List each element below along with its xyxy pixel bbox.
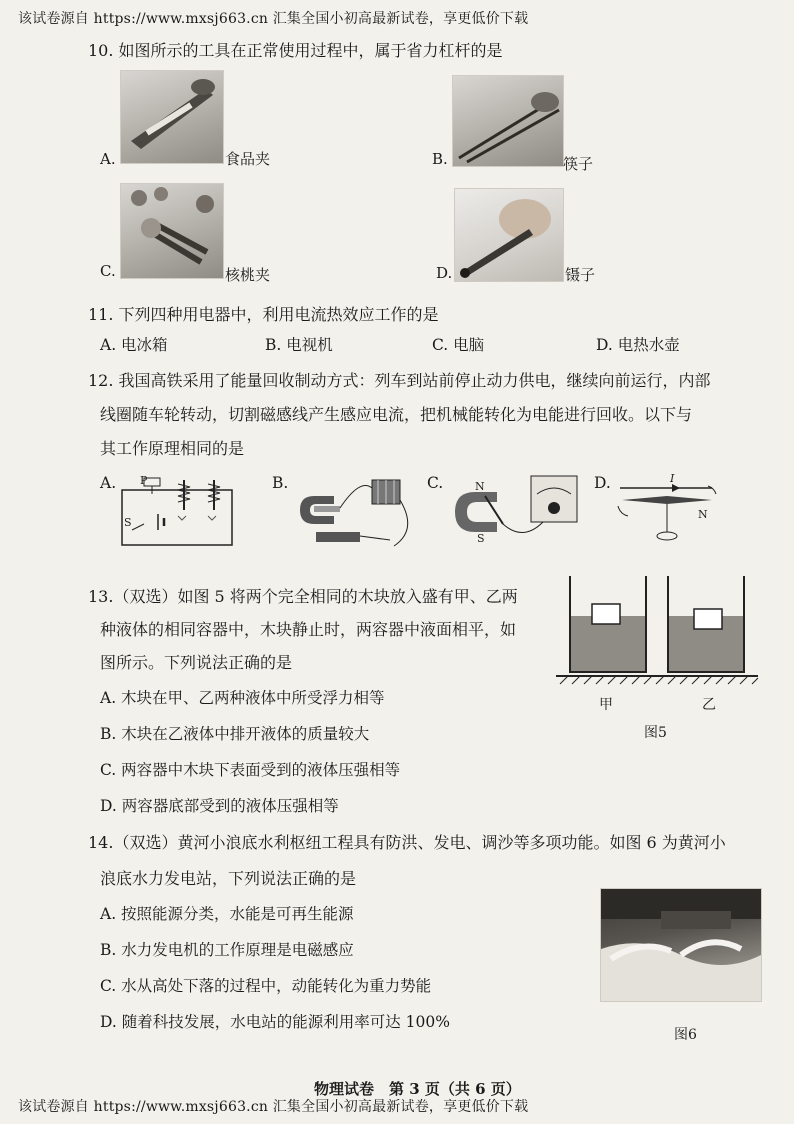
diagram-label-s: S: [124, 516, 132, 529]
question-13-line-3: 图所示。下列说法正确的是: [100, 653, 293, 672]
figure-6-caption: 图6: [674, 1027, 697, 1043]
q10-option-c-label: 核桃夹: [225, 266, 271, 284]
q13-option-c: C. 两容器中木块下表面受到的液体压强相等: [100, 761, 401, 779]
q12-option-a-letter: A.: [100, 474, 117, 492]
chopsticks-photo: [452, 75, 564, 167]
q12-option-d-letter: D.: [594, 474, 611, 492]
question-11-stem: 11. 下列四种用电器中，利用电流热效应工作的是: [88, 305, 439, 324]
diagram-label-p: P: [140, 474, 148, 487]
question-12-line-3: 其工作原理相同的是: [100, 439, 245, 458]
q14-option-c: C. 水从高处下落的过程中，动能转化为重力势能: [100, 977, 432, 995]
q10-option-d-letter: D.: [436, 264, 453, 282]
source-banner-top: 该试卷源自 https://www.mxsj663.cn 汇集全国小初高最新试卷，享更低价下载: [18, 11, 529, 27]
diagram-label-n: N: [475, 480, 485, 493]
figure-5-label-right: 乙: [702, 697, 716, 713]
question-13-line-2: 种液体的相同容器中，木块静止时，两容器中液面相平，如: [100, 620, 517, 639]
q14-option-b: B. 水力发电机的工作原理是电磁感应: [100, 941, 354, 959]
q11-option-d: D. 电热水壶: [596, 336, 680, 354]
figure-5-caption: 图5: [644, 725, 667, 741]
motor-battery-diagram: [290, 470, 420, 552]
q13-option-d: D. 两容器底部受到的液体压强相等: [100, 797, 339, 815]
diagram-label-i: I: [670, 472, 675, 485]
q14-option-d: D. 随着科技发展，水电站的能源利用率可达 100%: [100, 1013, 450, 1031]
question-10-stem: 10. 如图所示的工具在正常使用过程中，属于省力杠杆的是: [88, 41, 503, 60]
q11-option-a: A. 电冰箱: [100, 336, 168, 354]
oersted-experiment-diagram: [612, 470, 722, 548]
question-14-line-1: 14.（双选）黄河小浪底水利枢纽工程具有防洪、发电、调沙等多项功能。如图 6 为黄河小: [88, 833, 726, 852]
q14-option-a: A. 按照能源分类，水能是可再生能源: [100, 905, 354, 923]
q12-option-b-letter: B.: [272, 474, 289, 492]
page-footer: 物理试卷 第 3 页（共 6 页）: [314, 1080, 521, 1098]
source-banner-bottom: 该试卷源自 https://www.mxsj663.cn 汇集全国小初高最新试卷，享更低价下载: [18, 1099, 529, 1115]
q10-option-b-label: 筷子: [563, 155, 594, 173]
tweezers-photo: [454, 188, 564, 282]
diagram-label-s2: S: [477, 532, 485, 545]
nutcracker-photo: [120, 183, 224, 279]
q10-option-b-letter: B.: [432, 150, 448, 168]
q11-option-b: B. 电视机: [265, 336, 333, 354]
question-12-line-1: 12. 我国高铁采用了能量回收制动方式：列车到站前停止动力供电，继续向前运行，内部: [88, 371, 711, 390]
q11-option-c: C. 电脑: [432, 336, 485, 354]
q10-option-c-letter: C.: [100, 262, 116, 280]
electromagnet-circuit-diagram: [118, 470, 240, 550]
q10-option-a-label: 食品夹: [225, 150, 271, 168]
generator-galvanometer-diagram: [445, 468, 585, 556]
diagram-label-n2: N: [698, 508, 708, 521]
question-14-line-2: 浪底水力发电站，下列说法正确的是: [100, 869, 357, 888]
q10-option-a-letter: A.: [100, 150, 116, 168]
q12-option-c-letter: C.: [427, 474, 444, 492]
q13-option-b: B. 木块在乙液体中排开液体的质量较大: [100, 725, 370, 743]
figure-5-containers: [552, 572, 764, 700]
question-12-line-2: 线圈随车轮转动，切割磁感线产生感应电流，把机械能转化为电能进行回收。以下与: [100, 405, 693, 424]
hydropower-station-photo: [600, 888, 762, 1002]
q13-option-a: A. 木块在甲、乙两种液体中所受浮力相等: [100, 689, 385, 707]
question-13-line-1: 13.（双选）如图 5 将两个完全相同的木块放入盛有甲、乙两: [88, 587, 518, 606]
food-tongs-photo: [120, 70, 224, 164]
q10-option-d-label: 镊子: [565, 266, 596, 284]
figure-5-label-left: 甲: [599, 697, 613, 713]
